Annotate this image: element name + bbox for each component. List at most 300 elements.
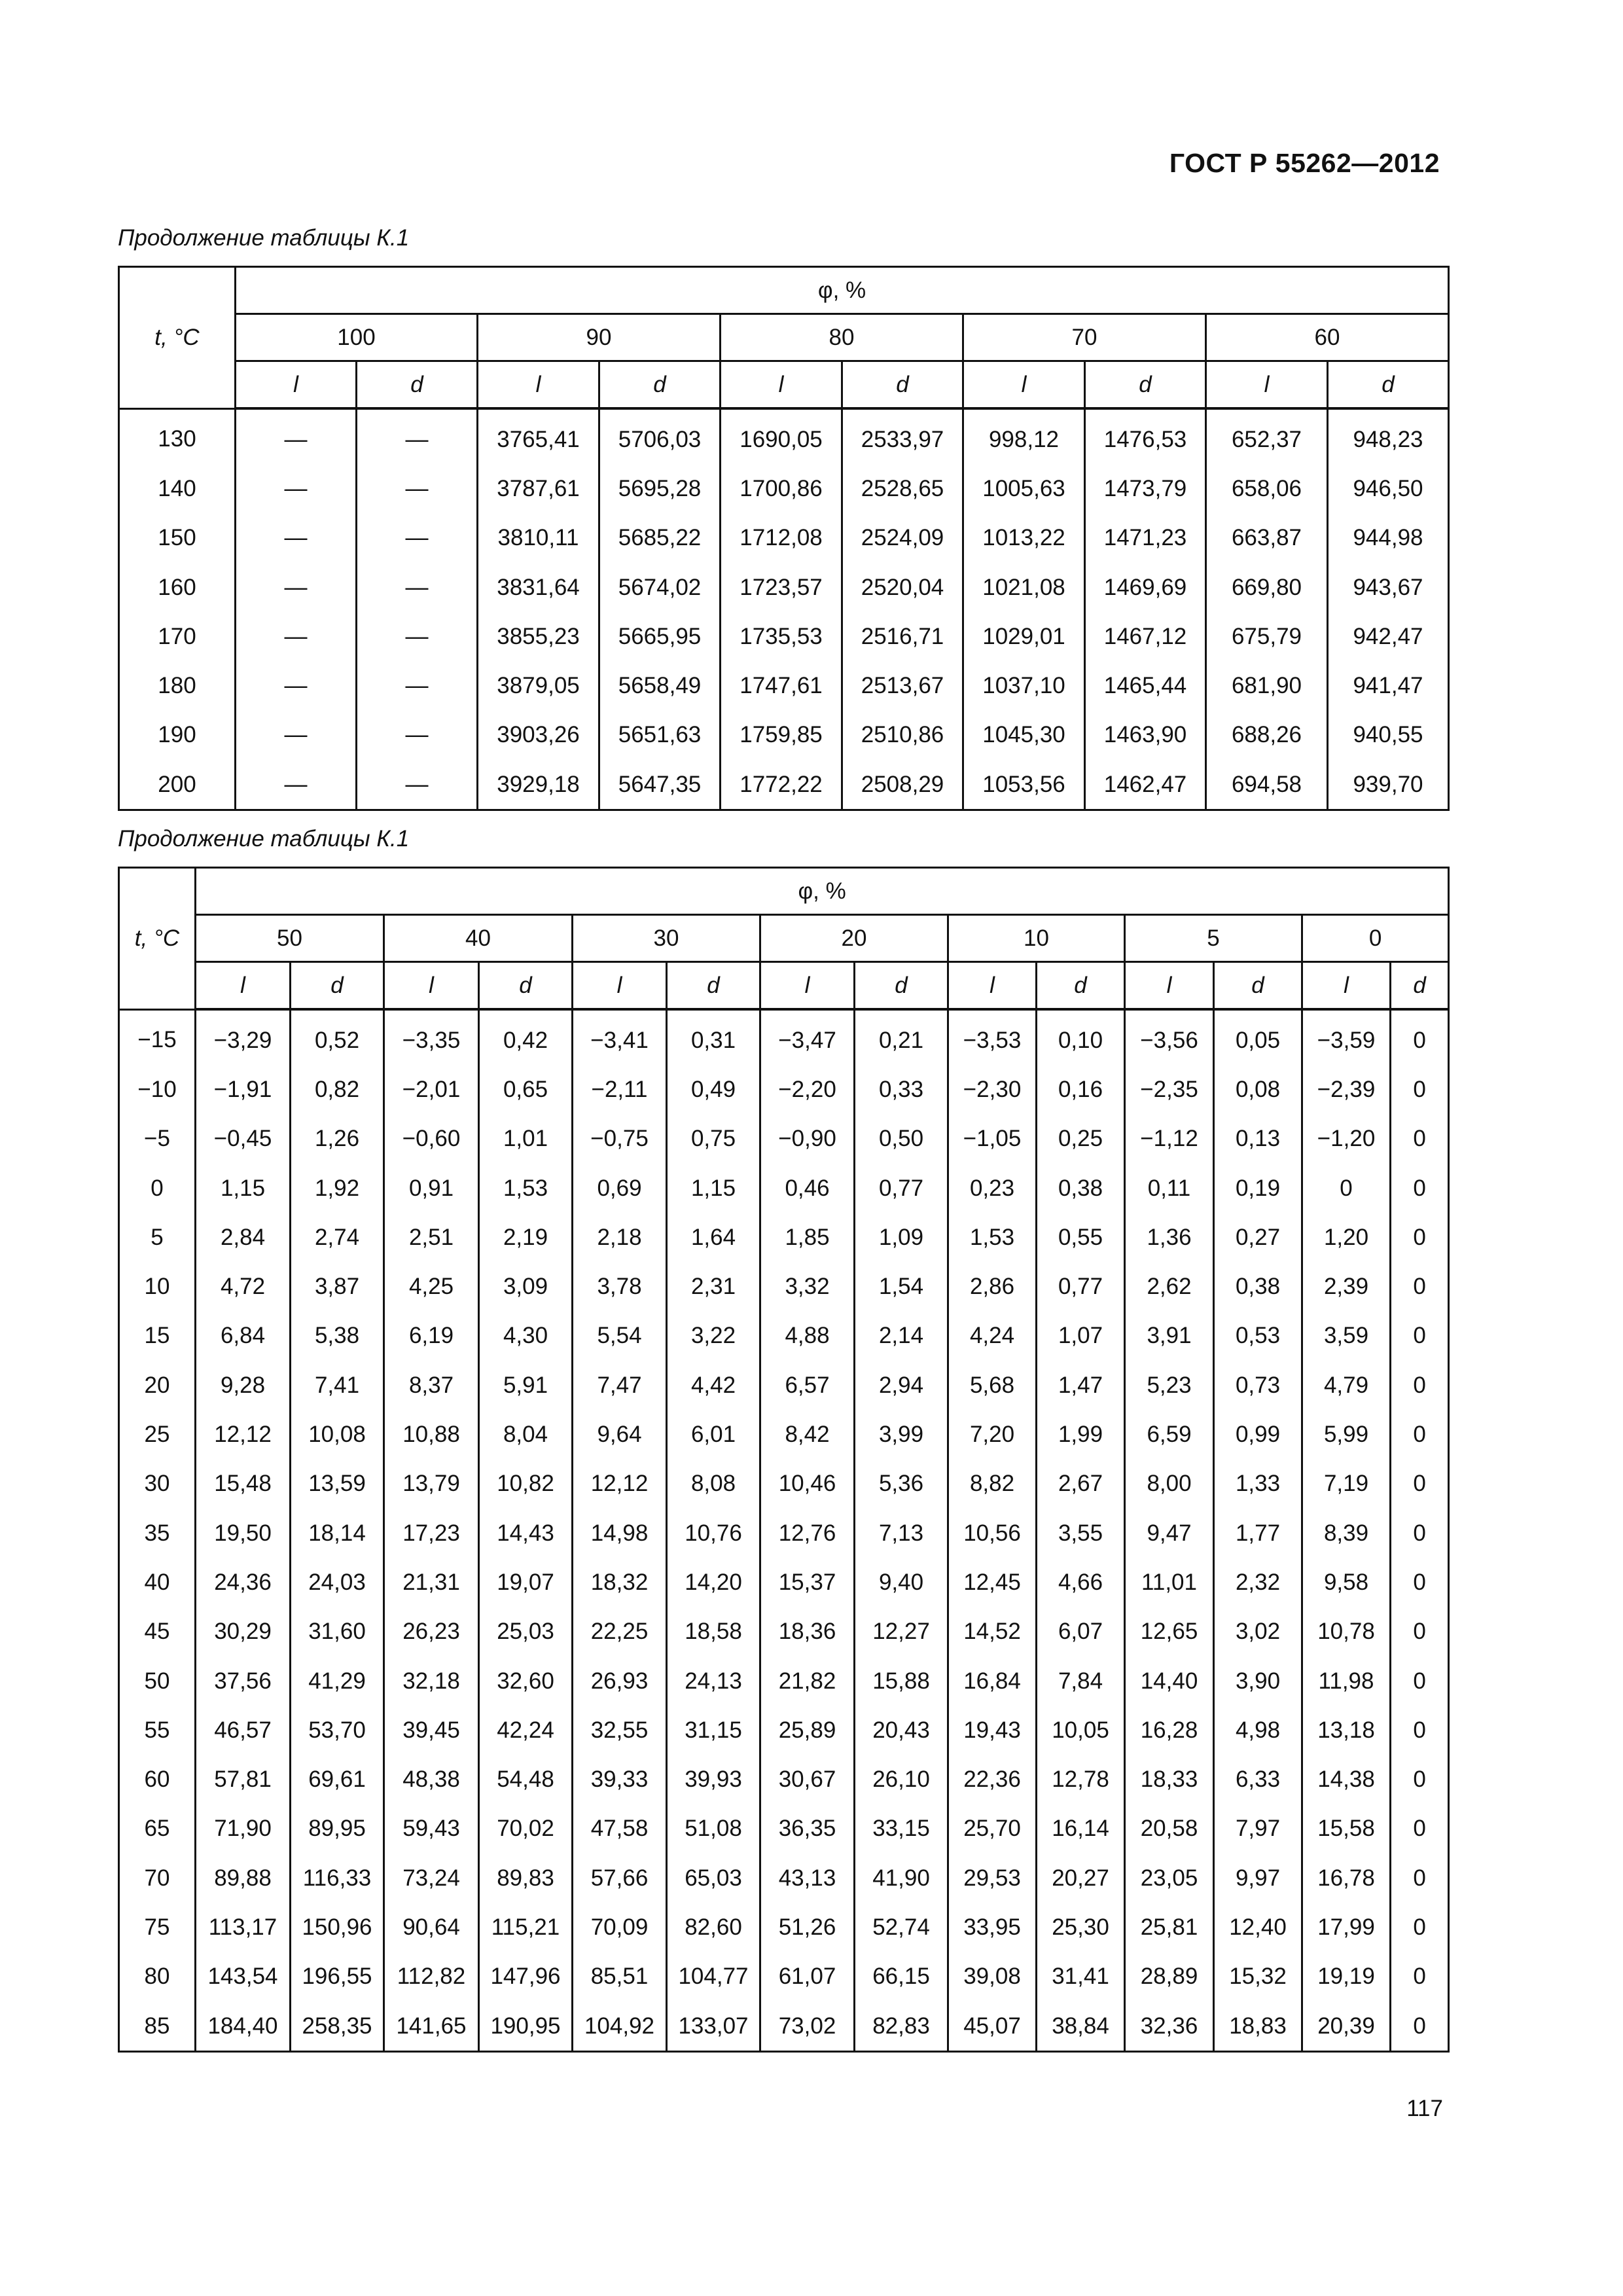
temperature-cell: 35 — [119, 1509, 196, 1558]
table-row — [119, 1558, 1449, 1607]
value-cell: 31,15 — [667, 1706, 760, 1755]
table2-t-header: t, °C — [119, 868, 196, 1010]
table-row — [119, 1009, 1449, 1065]
table2-group-header: 0 — [1302, 915, 1449, 962]
value-cell: 57,66 — [573, 1854, 667, 1903]
value-cell: 3929,18 — [478, 760, 599, 810]
value-cell: 54,48 — [479, 1755, 573, 1804]
value-cell: 17,99 — [1302, 1903, 1391, 1952]
value-cell: 0 — [1391, 2001, 1449, 2052]
value-cell: 82,60 — [667, 1903, 760, 1952]
value-cell: −2,11 — [573, 1065, 667, 1114]
value-cell: 20,27 — [1037, 1854, 1125, 1903]
table1-group-header: 90 — [478, 314, 721, 361]
value-cell: 1037,10 — [963, 661, 1085, 710]
value-cell: 0 — [1391, 1755, 1449, 1804]
temperature-cell: 45 — [119, 1607, 196, 1657]
value-cell: 150,96 — [291, 1903, 384, 1952]
table-row — [119, 408, 1449, 464]
value-cell: 10,08 — [291, 1410, 384, 1459]
table1-phi-header: φ, % — [236, 267, 1449, 314]
temperature-cell: 80 — [119, 1952, 196, 2001]
value-cell: 0,77 — [1037, 1262, 1125, 1311]
value-cell: 0 — [1391, 1607, 1449, 1657]
value-cell: 2,86 — [948, 1262, 1037, 1311]
value-cell: 20,39 — [1302, 2001, 1391, 2052]
value-cell: 9,28 — [196, 1361, 291, 1410]
table-row — [119, 2001, 1449, 2052]
value-cell: 944,98 — [1328, 514, 1449, 563]
value-cell: 1759,85 — [721, 711, 842, 760]
value-cell: 5,99 — [1302, 1410, 1391, 1459]
table-row — [119, 661, 1449, 710]
value-cell: −1,91 — [196, 1065, 291, 1114]
value-cell: 1,15 — [196, 1164, 291, 1213]
value-cell: — — [357, 661, 478, 710]
value-cell: 0 — [1391, 1410, 1449, 1459]
value-cell: 1465,44 — [1085, 661, 1206, 710]
value-cell: 8,04 — [479, 1410, 573, 1459]
value-cell: 1,36 — [1125, 1213, 1214, 1262]
value-cell: 0,69 — [573, 1164, 667, 1213]
value-cell: 69,61 — [291, 1755, 384, 1804]
value-cell: −3,47 — [760, 1009, 855, 1065]
table2-sub-header: d — [479, 962, 573, 1010]
value-cell: 24,36 — [196, 1558, 291, 1607]
value-cell: 4,79 — [1302, 1361, 1391, 1410]
value-cell: 1,01 — [479, 1115, 573, 1164]
value-cell: 5,38 — [291, 1312, 384, 1361]
value-cell: −3,35 — [384, 1009, 479, 1065]
table-row — [119, 464, 1449, 513]
value-cell: 0,73 — [1214, 1361, 1302, 1410]
value-cell: 3810,11 — [478, 514, 599, 563]
value-cell: 32,18 — [384, 1657, 479, 1706]
value-cell: 6,59 — [1125, 1410, 1214, 1459]
temperature-cell: 0 — [119, 1164, 196, 1213]
value-cell: 2,32 — [1214, 1558, 1302, 1607]
value-cell: 8,00 — [1125, 1460, 1214, 1509]
value-cell: −0,90 — [760, 1115, 855, 1164]
temperature-cell: 170 — [119, 612, 236, 661]
value-cell: 0,99 — [1214, 1410, 1302, 1459]
value-cell: 18,14 — [291, 1509, 384, 1558]
value-cell: −3,56 — [1125, 1009, 1214, 1065]
value-cell: 48,38 — [384, 1755, 479, 1804]
value-cell: 1471,23 — [1085, 514, 1206, 563]
table-row — [119, 1164, 1449, 1213]
table-row — [119, 563, 1449, 612]
value-cell: 13,79 — [384, 1460, 479, 1509]
value-cell: 1463,90 — [1085, 711, 1206, 760]
value-cell: 24,03 — [291, 1558, 384, 1607]
value-cell: 0,91 — [384, 1164, 479, 1213]
value-cell: — — [236, 464, 357, 513]
value-cell: 12,76 — [760, 1509, 855, 1558]
value-cell: 1690,05 — [721, 408, 842, 464]
temperature-cell: 55 — [119, 1706, 196, 1755]
value-cell: 19,50 — [196, 1509, 291, 1558]
value-cell: 5,23 — [1125, 1361, 1214, 1410]
value-cell: 23,05 — [1125, 1854, 1214, 1903]
table-row — [119, 711, 1449, 760]
value-cell: 8,08 — [667, 1460, 760, 1509]
value-cell: 675,79 — [1206, 612, 1328, 661]
value-cell: 4,72 — [196, 1262, 291, 1311]
table1-group-header: 80 — [721, 314, 963, 361]
temperature-cell: 15 — [119, 1312, 196, 1361]
value-cell: 25,70 — [948, 1804, 1037, 1854]
value-cell: 90,64 — [384, 1903, 479, 1952]
value-cell: 4,66 — [1037, 1558, 1125, 1607]
value-cell: 7,47 — [573, 1361, 667, 1410]
value-cell: 1,64 — [667, 1213, 760, 1262]
value-cell: 21,31 — [384, 1558, 479, 1607]
page-number: 117 — [1406, 2096, 1443, 2121]
value-cell: 3,59 — [1302, 1312, 1391, 1361]
value-cell: — — [236, 711, 357, 760]
value-cell: 2513,67 — [842, 661, 963, 710]
table2-sub-header: d — [1037, 962, 1125, 1010]
value-cell: 51,26 — [760, 1903, 855, 1952]
value-cell: 2,51 — [384, 1213, 479, 1262]
value-cell: 22,36 — [948, 1755, 1037, 1804]
value-cell: 8,82 — [948, 1460, 1037, 1509]
value-cell: 3,02 — [1214, 1607, 1302, 1657]
value-cell: 0,55 — [1037, 1213, 1125, 1262]
value-cell: 1,99 — [1037, 1410, 1125, 1459]
value-cell: 0,11 — [1125, 1164, 1214, 1213]
table1-head — [119, 267, 1449, 409]
value-cell: 0,46 — [760, 1164, 855, 1213]
value-cell: 0 — [1391, 1460, 1449, 1509]
value-cell: 15,88 — [855, 1657, 948, 1706]
table-row — [119, 1213, 1449, 1262]
value-cell: 7,84 — [1037, 1657, 1125, 1706]
value-cell: 2528,65 — [842, 464, 963, 513]
value-cell: −2,39 — [1302, 1065, 1391, 1114]
value-cell: 39,33 — [573, 1755, 667, 1804]
value-cell: 0 — [1391, 1065, 1449, 1114]
table1-group-header: 70 — [963, 314, 1206, 361]
value-cell: 15,58 — [1302, 1804, 1391, 1854]
value-cell: 1,47 — [1037, 1361, 1125, 1410]
table-row — [119, 1706, 1449, 1755]
temperature-cell: 70 — [119, 1854, 196, 1903]
table-row — [119, 1903, 1449, 1952]
value-cell: 113,17 — [196, 1903, 291, 1952]
value-cell: 0 — [1391, 1804, 1449, 1854]
value-cell: 0,31 — [667, 1009, 760, 1065]
temperature-cell: 40 — [119, 1558, 196, 1607]
table1-group-header: 100 — [236, 314, 478, 361]
value-cell: 0,52 — [291, 1009, 384, 1065]
value-cell: 6,84 — [196, 1312, 291, 1361]
table1-group-header: 60 — [1206, 314, 1449, 361]
value-cell: 115,21 — [479, 1903, 573, 1952]
value-cell: 18,33 — [1125, 1755, 1214, 1804]
value-cell: 1476,53 — [1085, 408, 1206, 464]
value-cell: 25,30 — [1037, 1903, 1125, 1952]
value-cell: 0 — [1391, 1706, 1449, 1755]
table1-sub-header: d — [357, 361, 478, 409]
value-cell: 73,24 — [384, 1854, 479, 1903]
temperature-cell: 85 — [119, 2001, 196, 2052]
value-cell: 5647,35 — [599, 760, 721, 810]
value-cell: 0 — [1391, 1558, 1449, 1607]
table1-sub-header: l — [478, 361, 599, 409]
value-cell: 70,02 — [479, 1804, 573, 1854]
value-cell: 37,56 — [196, 1657, 291, 1706]
value-cell: 2516,71 — [842, 612, 963, 661]
value-cell: 42,24 — [479, 1706, 573, 1755]
value-cell: 5,91 — [479, 1361, 573, 1410]
value-cell: 184,40 — [196, 2001, 291, 2052]
value-cell: 32,36 — [1125, 2001, 1214, 2052]
table-row — [119, 1262, 1449, 1311]
value-cell: 998,12 — [963, 408, 1085, 464]
value-cell: 2508,29 — [842, 760, 963, 810]
value-cell: 5,68 — [948, 1361, 1037, 1410]
value-cell: 5,36 — [855, 1460, 948, 1509]
value-cell: — — [236, 563, 357, 612]
value-cell: 57,81 — [196, 1755, 291, 1804]
value-cell: −0,75 — [573, 1115, 667, 1164]
value-cell: 5658,49 — [599, 661, 721, 710]
value-cell: 17,23 — [384, 1509, 479, 1558]
value-cell: 9,40 — [855, 1558, 948, 1607]
value-cell: 2,62 — [1125, 1262, 1214, 1311]
temperature-cell: 65 — [119, 1804, 196, 1854]
temperature-cell: 5 — [119, 1213, 196, 1262]
table-row — [119, 1312, 1449, 1361]
value-cell: 2,84 — [196, 1213, 291, 1262]
value-cell: 9,97 — [1214, 1854, 1302, 1903]
value-cell: 5665,95 — [599, 612, 721, 661]
value-cell: 1,09 — [855, 1213, 948, 1262]
value-cell: 1,53 — [479, 1164, 573, 1213]
value-cell: 0,38 — [1037, 1164, 1125, 1213]
table-row — [119, 1410, 1449, 1459]
value-cell: 1712,08 — [721, 514, 842, 563]
value-cell: — — [236, 612, 357, 661]
value-cell: 3879,05 — [478, 661, 599, 710]
value-cell: 4,30 — [479, 1312, 573, 1361]
value-cell: 0 — [1391, 1262, 1449, 1311]
value-cell: 2,14 — [855, 1312, 948, 1361]
value-cell: 82,83 — [855, 2001, 948, 2052]
value-cell: — — [357, 464, 478, 513]
value-cell: 3,91 — [1125, 1312, 1214, 1361]
value-cell: 1462,47 — [1085, 760, 1206, 810]
value-cell: 14,38 — [1302, 1755, 1391, 1804]
value-cell: 0,33 — [855, 1065, 948, 1114]
value-cell: 0,16 — [1037, 1065, 1125, 1114]
value-cell: 663,87 — [1206, 514, 1328, 563]
table2-sub-header: d — [291, 962, 384, 1010]
value-cell: 52,74 — [855, 1903, 948, 1952]
value-cell: — — [236, 760, 357, 810]
value-cell: 61,07 — [760, 1952, 855, 2001]
value-cell: 7,19 — [1302, 1460, 1391, 1509]
table2-phi-header: φ, % — [196, 868, 1449, 915]
value-cell: 71,90 — [196, 1804, 291, 1854]
table-row — [119, 1854, 1449, 1903]
value-cell: — — [357, 514, 478, 563]
value-cell: — — [357, 760, 478, 810]
temperature-cell: −15 — [119, 1009, 196, 1065]
temperature-cell: −10 — [119, 1065, 196, 1114]
value-cell: 59,43 — [384, 1804, 479, 1854]
value-cell: 694,58 — [1206, 760, 1328, 810]
value-cell: 0,08 — [1214, 1065, 1302, 1114]
temperature-cell: 30 — [119, 1460, 196, 1509]
value-cell: 41,90 — [855, 1854, 948, 1903]
value-cell: 681,90 — [1206, 661, 1328, 710]
table-row — [119, 1804, 1449, 1854]
value-cell: 10,76 — [667, 1509, 760, 1558]
temperature-cell: 25 — [119, 1410, 196, 1459]
value-cell: 1,20 — [1302, 1213, 1391, 1262]
value-cell: 2,67 — [1037, 1460, 1125, 1509]
value-cell: 940,55 — [1328, 711, 1449, 760]
value-cell: 73,02 — [760, 2001, 855, 2052]
value-cell: 0,27 — [1214, 1213, 1302, 1262]
value-cell: 6,01 — [667, 1410, 760, 1459]
value-cell: 3903,26 — [478, 711, 599, 760]
value-cell: −1,05 — [948, 1115, 1037, 1164]
table2-sub-header: l — [196, 962, 291, 1010]
value-cell: 33,15 — [855, 1804, 948, 1854]
value-cell: 0 — [1391, 1009, 1449, 1065]
value-cell: 20,43 — [855, 1706, 948, 1755]
value-cell: 89,88 — [196, 1854, 291, 1903]
value-cell: 12,78 — [1037, 1755, 1125, 1804]
table-row — [119, 1509, 1449, 1558]
value-cell: 18,58 — [667, 1607, 760, 1657]
table-row — [119, 1065, 1449, 1114]
value-cell: 65,03 — [667, 1854, 760, 1903]
value-cell: 0 — [1391, 1164, 1449, 1213]
value-cell: 10,56 — [948, 1509, 1037, 1558]
value-cell: 116,33 — [291, 1854, 384, 1903]
table2-sub-header: l — [573, 962, 667, 1010]
value-cell: 0 — [1391, 1312, 1449, 1361]
value-cell: 1772,22 — [721, 760, 842, 810]
value-cell: 10,05 — [1037, 1706, 1125, 1755]
value-cell: 12,12 — [573, 1460, 667, 1509]
value-cell: 5651,63 — [599, 711, 721, 760]
table2-body — [119, 1009, 1449, 2052]
value-cell: 948,23 — [1328, 408, 1449, 464]
value-cell: 5695,28 — [599, 464, 721, 513]
value-cell: 38,84 — [1037, 2001, 1125, 2052]
value-cell: 18,83 — [1214, 2001, 1302, 2052]
value-cell: 2510,86 — [842, 711, 963, 760]
table1 — [118, 266, 1450, 811]
value-cell: 9,47 — [1125, 1509, 1214, 1558]
value-cell: 0,10 — [1037, 1009, 1125, 1065]
value-cell: 12,27 — [855, 1607, 948, 1657]
temperature-cell: 10 — [119, 1262, 196, 1311]
value-cell: 7,41 — [291, 1361, 384, 1410]
table2-group-header: 40 — [384, 915, 573, 962]
value-cell: 1,15 — [667, 1164, 760, 1213]
value-cell: 143,54 — [196, 1952, 291, 2001]
value-cell: 1,26 — [291, 1115, 384, 1164]
value-cell: 0 — [1391, 1854, 1449, 1903]
value-cell: 6,57 — [760, 1361, 855, 1410]
value-cell: 0,77 — [855, 1164, 948, 1213]
value-cell: 66,15 — [855, 1952, 948, 2001]
value-cell: 15,32 — [1214, 1952, 1302, 2001]
temperature-cell: −5 — [119, 1115, 196, 1164]
value-cell: 0,49 — [667, 1065, 760, 1114]
value-cell: 15,37 — [760, 1558, 855, 1607]
value-cell: −2,20 — [760, 1065, 855, 1114]
value-cell: 39,45 — [384, 1706, 479, 1755]
value-cell: −3,41 — [573, 1009, 667, 1065]
table2-sub-header: d — [667, 962, 760, 1010]
value-cell: 942,47 — [1328, 612, 1449, 661]
value-cell: 14,40 — [1125, 1657, 1214, 1706]
value-cell: 658,06 — [1206, 464, 1328, 513]
value-cell: −1,12 — [1125, 1115, 1214, 1164]
value-cell: 31,41 — [1037, 1952, 1125, 2001]
value-cell: 0 — [1391, 1115, 1449, 1164]
value-cell: 26,10 — [855, 1755, 948, 1804]
temperature-cell: 75 — [119, 1903, 196, 1952]
table2-sub-header: l — [1302, 962, 1391, 1010]
value-cell: 14,20 — [667, 1558, 760, 1607]
value-cell: 6,07 — [1037, 1607, 1125, 1657]
value-cell: 32,60 — [479, 1657, 573, 1706]
value-cell: 51,08 — [667, 1804, 760, 1854]
value-cell: 14,43 — [479, 1509, 573, 1558]
value-cell: 943,67 — [1328, 563, 1449, 612]
table-row — [119, 612, 1449, 661]
value-cell: 6,33 — [1214, 1755, 1302, 1804]
value-cell: 1469,69 — [1085, 563, 1206, 612]
table2-head — [119, 868, 1449, 1010]
value-cell: 43,13 — [760, 1854, 855, 1903]
table1-t-header: t, °C — [119, 267, 236, 409]
value-cell: 20,58 — [1125, 1804, 1214, 1854]
value-cell: 3,90 — [1214, 1657, 1302, 1706]
table2-caption: Продолжение таблицы К.1 — [118, 826, 410, 852]
value-cell: 21,82 — [760, 1657, 855, 1706]
value-cell: 2,19 — [479, 1213, 573, 1262]
value-cell: 16,14 — [1037, 1804, 1125, 1854]
value-cell: 1,77 — [1214, 1509, 1302, 1558]
value-cell: 4,25 — [384, 1262, 479, 1311]
value-cell: 26,93 — [573, 1657, 667, 1706]
value-cell: 0,38 — [1214, 1262, 1302, 1311]
value-cell: 2,31 — [667, 1262, 760, 1311]
table2-sub-header: l — [760, 962, 855, 1010]
value-cell: 941,47 — [1328, 661, 1449, 710]
value-cell: 5,54 — [573, 1312, 667, 1361]
value-cell: 31,60 — [291, 1607, 384, 1657]
value-cell: 1021,08 — [963, 563, 1085, 612]
temperature-cell: 150 — [119, 514, 236, 563]
value-cell: 25,81 — [1125, 1903, 1214, 1952]
value-cell: 0,05 — [1214, 1009, 1302, 1065]
value-cell: 9,64 — [573, 1410, 667, 1459]
value-cell: 939,70 — [1328, 760, 1449, 810]
table2-sub-header: l — [384, 962, 479, 1010]
value-cell: 9,58 — [1302, 1558, 1391, 1607]
